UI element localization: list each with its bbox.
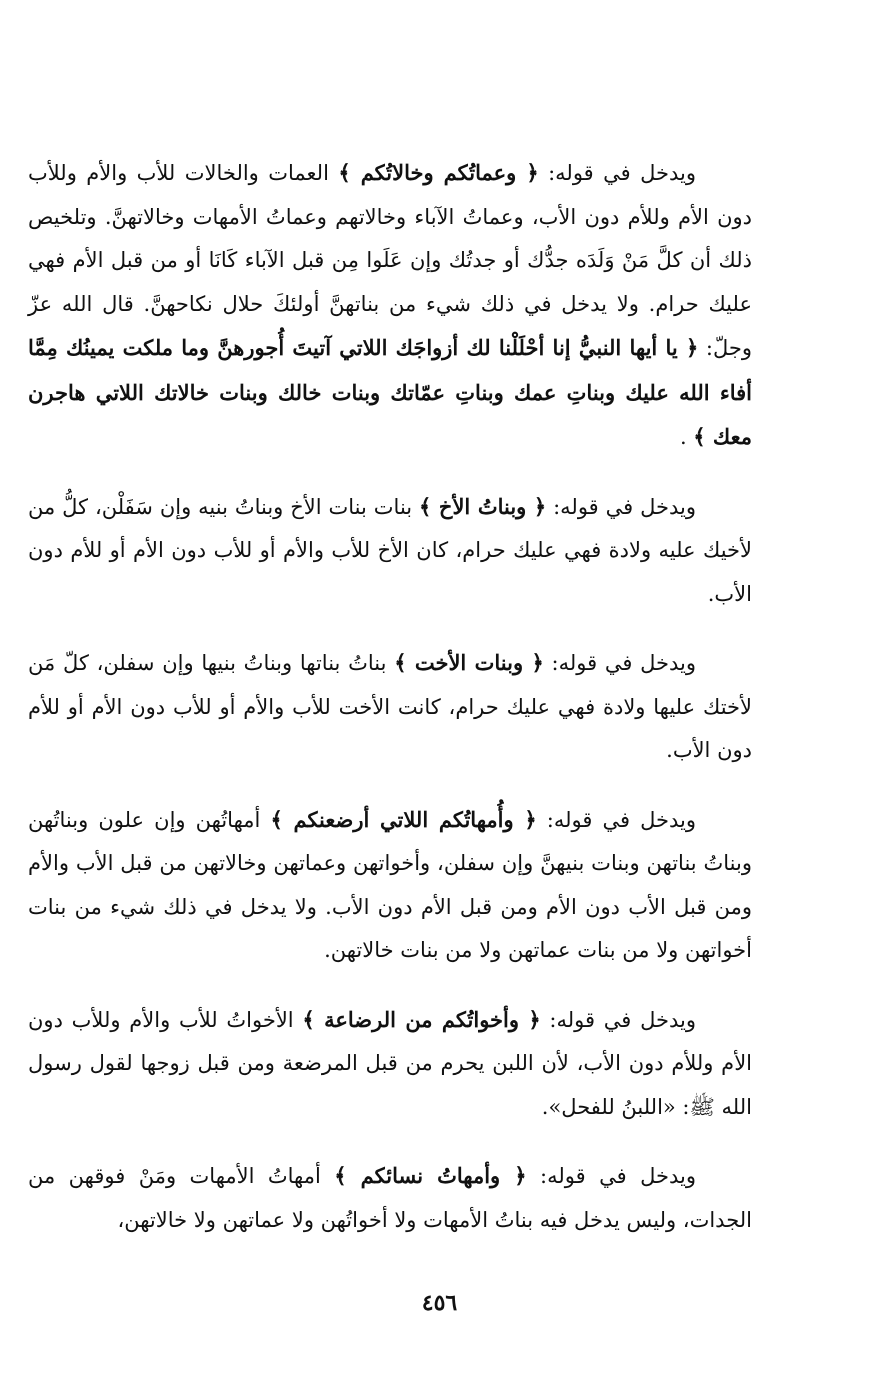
quran-quote: ﴿ وأمهاتُ نسائكم ﴾ xyxy=(334,1163,527,1188)
text-segment: ويدخل في قوله: xyxy=(538,161,696,185)
text-segment: العمات والخالات للأب والأم وللأب دون الأم وللأم دون الأب، وعماتُ الآباء وخالاتهم وعماتُ الأمهات وخالاتهنَّ. وتلخيص ذلك أن كلَّ مَنْ وَلَدَه جدُّك أو جدتُك وإن عَلَوا مِن قبل الآباء كَانَا أو من قبل الأم فهي عليك حرام. ولا يدخل في ذلك شيء من بناتهنَّ أولئكَ حلال نكاحهنَّ. قال الله عزّ وجلّ: xyxy=(28,161,753,360)
quran-quote: ﴿ وأُمهاتُكم اللاتي أرضعنكم ﴾ xyxy=(270,806,537,832)
text-segment: بنات بنات الأخ وبناتُ بنيه وإن سَفَلْن، كلُّ من لأخيك عليه ولادة فهي عليك حرام، كان الأخ للأب والأم أو للأب دون الأم أو للأم دون الأب. xyxy=(28,494,752,606)
page-number: ٤٥٦ xyxy=(421,1290,458,1316)
paragraph-aunts xyxy=(28,151,752,460)
paragraph-mothers-in-law xyxy=(28,1154,752,1242)
paragraph-foster-sisters xyxy=(28,998,752,1130)
text-segment: ويدخل في قوله: xyxy=(543,651,697,675)
quran-quote: ﴿ يا أيها النبيُّ إنا أحْلَلْنا لك أزواجَك اللاتي آتيتَ أُجورهنَّ وما ملكت يمينُك مِمَّا أفاء الله عليك وبناتِ عمك وبناتِ عمّاتك وبنات خالك وبنات خالاتك اللاتي هاجرن معك ﴾ xyxy=(28,335,752,449)
quran-quote: ﴿ وأخواتُكم من الرضاعة ﴾ xyxy=(302,1006,541,1032)
text-segment: أمهاتُ الأمهات ومَنْ فوقهن من الجدات، وليس يدخل فيه بناتُ الأمهات ولا أخواتُهن ولا عماتهن ولا خالاتهن، xyxy=(28,1164,752,1232)
quran-quote: ﴿ وبنات الأخت ﴾ xyxy=(394,650,544,675)
text-segment: ويدخل في قوله: xyxy=(526,1164,696,1188)
main-text xyxy=(28,151,752,1242)
paragraph-sisters-daughters xyxy=(28,641,752,773)
text-segment: الأخواتُ للأب والأم وللأب دون الأم وللأم دون الأب، لأن اللبن يحرم من قبل المرضعة ومن قبل زوجها لقول رسول الله ﷺ: «اللبنُ للفحل». xyxy=(28,1007,752,1119)
text-segment: ويدخل في قوله: xyxy=(546,494,696,519)
paragraph-foster-mothers xyxy=(28,798,752,973)
paragraph-brothers-daughters xyxy=(28,485,752,617)
text-segment: . xyxy=(679,425,694,449)
text-segment: بناتُ بناتها وبناتُ بنيها وإن سفلن، كلّ مَن لأختك عليها ولادة فهي عليك حرام، كانت الأخت للأب والأم أو للأب دون الأم أو للأم دون الأب. xyxy=(28,651,752,762)
text-segment: ويدخل في قوله: xyxy=(536,807,696,832)
quran-quote: ﴿ وعماتُكم وخالاتُكم ﴾ xyxy=(338,160,539,185)
quran-quote: ﴿ وبناتُ الأخ ﴾ xyxy=(419,493,547,519)
text-segment: ويدخل في قوله: xyxy=(540,1007,696,1032)
text-segment: أمهاتُهن وإن علون وبناتُهن وبناتُ بناتهن وبنات بنيهنَّ وإن سفلن، وأخواتهن وعماتهن وخالاتهن من قبل الأب والأم ومن قبل الأب دون الأم ومن قبل الأم دون الأب. ولا يدخل في ذلك شيء من بنات أخواتهن ولا من بنات عماتهن ولا من بنات خالاتهن. xyxy=(28,807,752,962)
